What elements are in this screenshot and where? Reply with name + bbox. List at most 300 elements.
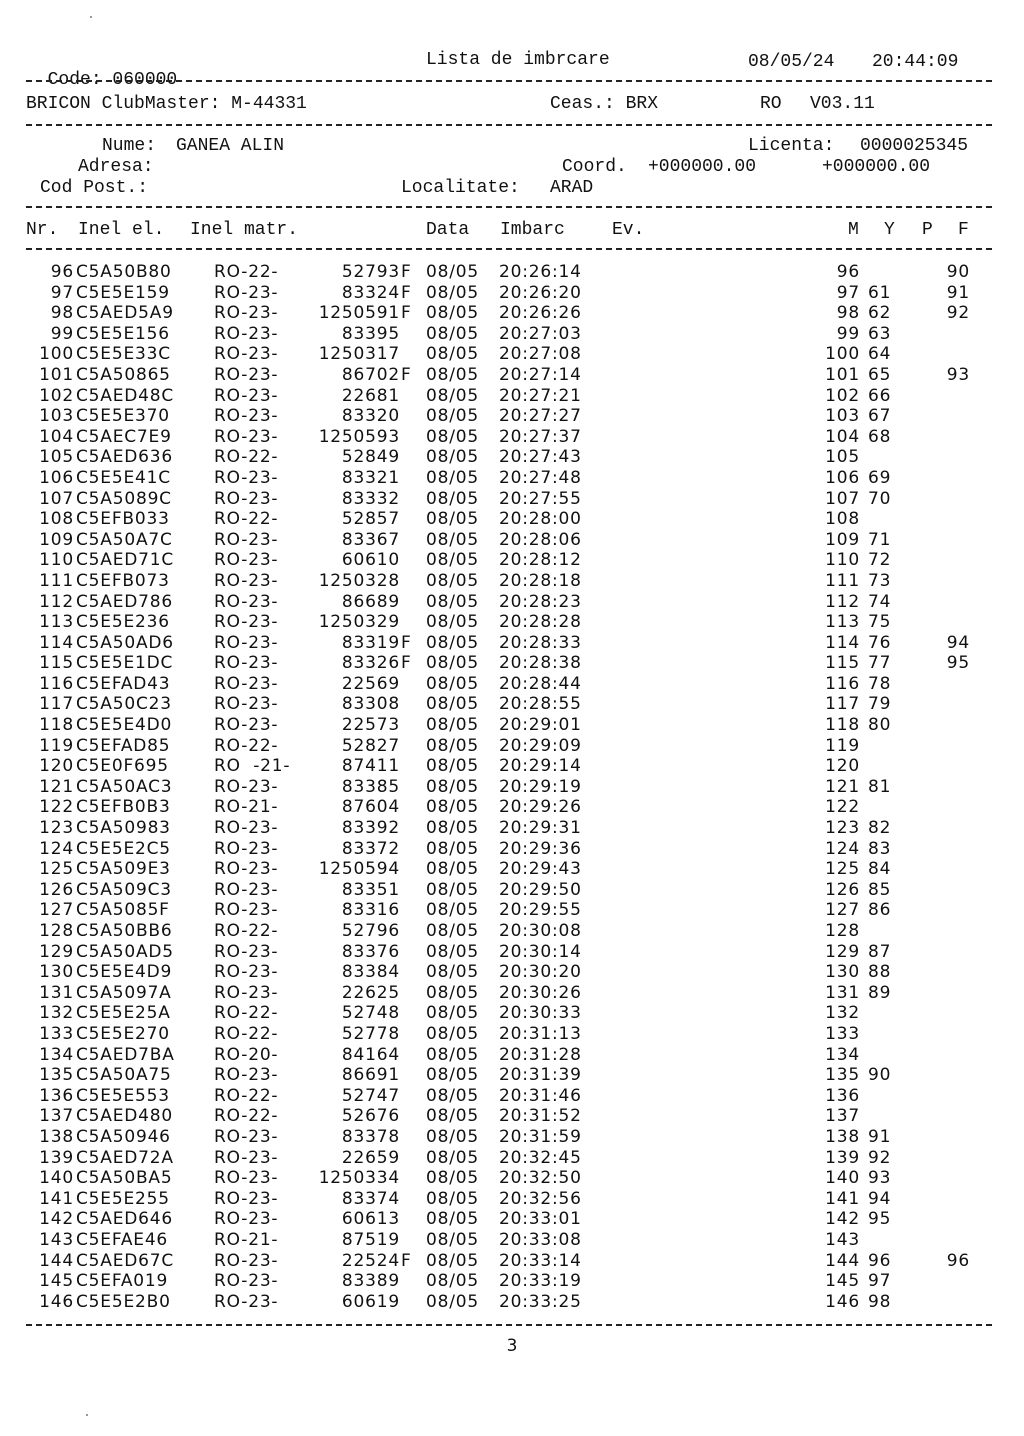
row-number: 126	[39, 879, 74, 900]
rank-m: 101	[825, 364, 860, 385]
arrival-date: 08/05	[426, 406, 479, 427]
row-number: 121	[39, 776, 74, 797]
row-number: 119	[39, 735, 74, 756]
arrival-time: 20:28:33	[499, 632, 582, 653]
ring-number: 1250594	[318, 859, 400, 880]
ring-prefix: RO-23-	[214, 818, 279, 839]
ring-number: 86691	[341, 1065, 400, 1086]
electronic-ring: C5A5097A	[76, 982, 172, 1003]
ring-prefix: RO-22-	[214, 1106, 279, 1127]
arrival-date: 08/05	[426, 509, 479, 530]
electronic-ring: C5A50865	[76, 364, 171, 385]
table-row	[0, 447, 1024, 468]
row-number: 115	[39, 653, 74, 674]
table-row	[0, 1168, 1024, 1189]
report-time: 20:44:09	[872, 52, 959, 72]
electronic-ring: C5E5E270	[76, 1023, 170, 1044]
ring-prefix: RO-23-	[214, 1126, 279, 1147]
table-row	[0, 386, 1024, 407]
rank-y: 80	[868, 715, 892, 736]
row-number: 117	[39, 694, 74, 715]
rank-y: 87	[868, 941, 892, 962]
rank-m: 126	[825, 879, 860, 900]
row-number: 108	[39, 509, 74, 530]
ring-number: 1250317	[318, 344, 400, 365]
arrival-time: 20:30:08	[499, 921, 582, 941]
rank-m: 102	[825, 385, 860, 406]
electronic-ring: C5EFAE46	[76, 1229, 169, 1250]
header-line-1	[26, 50, 177, 90]
row-number: 122	[39, 797, 74, 818]
rank-y: 85	[868, 879, 892, 900]
ring-prefix: RO-23-	[214, 385, 279, 406]
ceas-label: Ceas.: BRX	[550, 94, 659, 114]
rank-y: 68	[868, 426, 892, 447]
rank-y: 95	[868, 1209, 892, 1230]
electronic-ring: C5E5E2B0	[76, 1291, 171, 1312]
arrival-date: 08/05	[426, 1291, 479, 1312]
table-row	[0, 1086, 1024, 1107]
divider	[26, 1324, 992, 1326]
female-flag: F	[401, 262, 412, 282]
arrival-time: 20:33:08	[499, 1229, 582, 1250]
table-row	[0, 633, 1024, 654]
electronic-ring: C5A50B80	[76, 262, 172, 282]
arrival-time: 20:29:14	[499, 756, 582, 777]
row-number: 106	[39, 467, 74, 488]
electronic-ring: C5E0F695	[76, 756, 169, 777]
electronic-ring: C5A5089C	[76, 488, 172, 509]
electronic-ring: C5E5E41C	[76, 467, 171, 488]
electronic-ring: C5E5E1DC	[76, 653, 174, 674]
country-code: RO	[760, 94, 782, 114]
ring-prefix: RO-23-	[214, 591, 279, 612]
row-number: 138	[39, 1126, 74, 1147]
rank-m: 122	[825, 797, 860, 818]
row-number: 96	[50, 262, 74, 282]
row-number: 137	[39, 1106, 74, 1127]
rank-y: 66	[868, 385, 892, 406]
rank-m: 109	[825, 529, 860, 550]
ring-prefix: RO-23-	[214, 467, 279, 488]
arrival-time: 20:29:50	[499, 879, 582, 900]
rank-m: 119	[825, 735, 860, 756]
table-row	[0, 406, 1024, 427]
ring-prefix: RO-21-	[214, 1229, 279, 1250]
arrival-time: 20:28:55	[499, 694, 582, 715]
arrival-time: 20:28:38	[499, 653, 582, 674]
female-flag: F	[401, 632, 412, 653]
electronic-ring: C5AED480	[76, 1106, 173, 1127]
ring-number: 52849	[341, 447, 400, 468]
document-title: Lista de imbrcare	[426, 50, 610, 70]
arrival-date: 08/05	[426, 385, 479, 406]
arrival-time: 20:28:28	[499, 612, 582, 633]
arrival-time: 20:30:20	[499, 962, 582, 983]
electronic-ring: C5A50C23	[76, 694, 172, 715]
rank-m: 118	[825, 715, 860, 736]
table-row	[0, 1271, 1024, 1292]
ring-number: 1250334	[318, 1168, 400, 1189]
adresa-label: Adresa:	[78, 157, 154, 177]
rank-m: 138	[825, 1126, 860, 1147]
localitate-label: Localitate:	[401, 178, 520, 198]
arrival-date: 08/05	[426, 591, 479, 612]
ring-number: 52778	[341, 1023, 400, 1044]
table-row	[0, 262, 1024, 283]
ring-number: 1250329	[318, 612, 400, 633]
row-number: 128	[39, 921, 74, 941]
row-number: 142	[39, 1209, 74, 1230]
electronic-ring: C5EFAD43	[76, 673, 171, 694]
rank-y: 98	[868, 1291, 892, 1312]
arrival-date: 08/05	[426, 653, 479, 674]
arrival-date: 08/05	[426, 818, 479, 839]
arrival-time: 20:30:26	[499, 982, 582, 1003]
col-ev: Ev.	[612, 220, 645, 240]
rank-y: 69	[868, 467, 892, 488]
rank-y: 67	[868, 406, 892, 427]
table-row	[0, 1148, 1024, 1169]
row-number: 133	[39, 1023, 74, 1044]
electronic-ring: C5AED7BA	[76, 1044, 175, 1065]
rank-m: 103	[825, 406, 860, 427]
arrival-time: 20:28:44	[499, 673, 582, 694]
electronic-ring: C5E5E156	[76, 323, 170, 344]
ring-number: 83308	[341, 694, 400, 715]
ring-number: 1250591	[318, 303, 400, 324]
arrival-date: 08/05	[426, 364, 479, 385]
ring-prefix: RO-23-	[214, 303, 279, 324]
table-row	[0, 303, 1024, 324]
ring-prefix: RO-23-	[214, 879, 279, 900]
electronic-ring: C5A50AC3	[76, 776, 173, 797]
ring-number: 83376	[341, 941, 400, 962]
arrival-date: 08/05	[426, 1147, 479, 1168]
ring-prefix: RO-23-	[214, 1147, 279, 1168]
rank-y: 71	[868, 529, 892, 550]
arrival-date: 08/05	[426, 303, 479, 324]
row-number: 145	[39, 1271, 74, 1292]
arrival-time: 20:29:43	[499, 859, 582, 880]
ring-prefix: RO-23-	[214, 859, 279, 880]
row-number: 136	[39, 1085, 74, 1106]
arrival-time: 20:31:13	[499, 1023, 582, 1044]
arrival-date: 08/05	[426, 859, 479, 880]
rank-m: 121	[825, 776, 860, 797]
rank-m: 111	[825, 570, 860, 591]
arrival-time: 20:27:27	[499, 406, 582, 427]
rank-m: 139	[825, 1147, 860, 1168]
ring-number: 83385	[341, 776, 400, 797]
ring-number: 83316	[341, 900, 400, 921]
rank-m: 112	[825, 591, 860, 612]
table-row	[0, 1292, 1024, 1313]
arrival-time: 20:29:55	[499, 900, 582, 921]
ring-number: 52676	[341, 1106, 400, 1127]
arrival-time: 20:29:09	[499, 735, 582, 756]
table-row	[0, 921, 1024, 942]
col-inel-el: Inel el.	[78, 220, 165, 240]
arrival-time: 20:26:14	[499, 262, 582, 282]
rank-m: 129	[825, 941, 860, 962]
arrival-time: 20:32:45	[499, 1147, 582, 1168]
row-number: 98	[50, 303, 74, 324]
row-number: 123	[39, 818, 74, 839]
rank-m: 110	[825, 550, 860, 571]
arrival-date: 08/05	[426, 1085, 479, 1106]
ring-number: 83389	[341, 1271, 400, 1292]
table-row	[0, 694, 1024, 715]
rank-m: 123	[825, 818, 860, 839]
rank-m: 136	[825, 1085, 860, 1106]
table-row	[0, 1065, 1024, 1086]
arrival-date: 08/05	[426, 447, 479, 468]
ring-prefix: RO-23-	[214, 694, 279, 715]
row-number: 141	[39, 1188, 74, 1209]
electronic-ring: C5E5E4D0	[76, 715, 173, 736]
arrival-time: 20:27:37	[499, 426, 582, 447]
table-row	[0, 550, 1024, 571]
row-number: 104	[39, 426, 74, 447]
arrival-date: 08/05	[426, 282, 479, 303]
table-row	[0, 715, 1024, 736]
rank-m: 130	[825, 962, 860, 983]
row-number: 113	[39, 612, 74, 633]
arrival-date: 08/05	[426, 776, 479, 797]
ring-prefix: RO-23-	[214, 570, 279, 591]
row-number: 118	[39, 715, 74, 736]
report-date: 08/05/24	[748, 52, 835, 72]
arrival-time: 20:27:14	[499, 364, 582, 385]
coord-y: +000000.00	[822, 157, 931, 177]
ring-number: 83321	[341, 467, 400, 488]
rank-y: 65	[868, 364, 892, 385]
rank-m: 134	[825, 1044, 860, 1065]
row-number: 105	[39, 447, 74, 468]
arrival-time: 20:31:28	[499, 1044, 582, 1065]
arrival-date: 08/05	[426, 529, 479, 550]
electronic-ring: C5A509E3	[76, 859, 171, 880]
col-p: P	[922, 220, 933, 240]
arrival-date: 08/05	[426, 467, 479, 488]
table-row	[0, 612, 1024, 633]
arrival-date: 08/05	[426, 941, 479, 962]
rank-m: 145	[825, 1271, 860, 1292]
electronic-ring: C5E5E370	[76, 406, 170, 427]
table-row	[0, 509, 1024, 530]
col-inel-matr: Inel matr.	[190, 220, 299, 240]
version: V03.11	[810, 94, 875, 114]
row-number: 144	[39, 1250, 74, 1271]
electronic-ring: C5AED67C	[76, 1250, 175, 1271]
row-number: 139	[39, 1147, 74, 1168]
electronic-ring: C5A50A7C	[76, 529, 173, 550]
row-number: 109	[39, 529, 74, 550]
row-number: 131	[39, 982, 74, 1003]
arrival-date: 08/05	[426, 1023, 479, 1044]
row-number: 127	[39, 900, 74, 921]
electronic-ring: C5A50BB6	[76, 921, 173, 941]
arrival-time: 20:27:03	[499, 323, 582, 344]
arrival-date: 08/05	[426, 1126, 479, 1147]
ring-prefix: RO-23-	[214, 488, 279, 509]
rank-y: 86	[868, 900, 892, 921]
table-row	[0, 797, 1024, 818]
table-row	[0, 283, 1024, 304]
rank-y: 72	[868, 550, 892, 571]
licenta-label: Licenta:	[748, 136, 835, 156]
rank-m: 97	[836, 282, 860, 303]
table-row	[0, 592, 1024, 613]
rank-m: 116	[825, 673, 860, 694]
table-row	[0, 962, 1024, 983]
ring-prefix: RO-22-	[214, 447, 279, 468]
rank-m: 132	[825, 1003, 860, 1024]
rank-m: 131	[825, 982, 860, 1003]
ring-prefix: RO-23-	[214, 941, 279, 962]
ring-number: 83372	[341, 838, 400, 859]
rank-y: 61	[868, 282, 892, 303]
row-number: 107	[39, 488, 74, 509]
row-number: 97	[50, 282, 74, 303]
row-number: 129	[39, 941, 74, 962]
ring-prefix: RO-23-	[214, 1188, 279, 1209]
row-number: 111	[39, 570, 74, 591]
arrival-time: 20:27:48	[499, 467, 582, 488]
table-row	[0, 324, 1024, 345]
rank-y: 78	[868, 673, 892, 694]
arrival-time: 20:29:26	[499, 797, 582, 818]
table-row	[0, 1189, 1024, 1210]
table-row	[0, 1106, 1024, 1127]
arrival-time: 20:32:56	[499, 1188, 582, 1209]
arrival-time: 20:28:23	[499, 591, 582, 612]
arrival-date: 08/05	[426, 982, 479, 1003]
table-row	[0, 839, 1024, 860]
electronic-ring: C5AED71C	[76, 550, 175, 571]
arrival-time: 20:31:46	[499, 1085, 582, 1106]
rank-m: 140	[825, 1168, 860, 1189]
table-row	[0, 1045, 1024, 1066]
page-number: 3	[506, 1336, 518, 1356]
ring-prefix: RO-23-	[214, 1065, 279, 1086]
electronic-ring: C5E5E553	[76, 1085, 170, 1106]
ring-prefix: RO-23-	[214, 982, 279, 1003]
table-row	[0, 736, 1024, 757]
ring-prefix: RO-23-	[214, 1168, 279, 1189]
ring-prefix: RO-23-	[214, 426, 279, 447]
rank-m: 106	[825, 467, 860, 488]
rank-y: 77	[868, 653, 892, 674]
ring-prefix: RO-21-	[214, 797, 279, 818]
table-row	[0, 942, 1024, 963]
ring-number: 60613	[341, 1209, 400, 1230]
ring-prefix: RO-22-	[214, 1085, 279, 1106]
arrival-time: 20:29:01	[499, 715, 582, 736]
arrival-date: 08/05	[426, 838, 479, 859]
ring-prefix: RO-23-	[214, 323, 279, 344]
rank-y: 91	[868, 1126, 892, 1147]
rank-m: 99	[836, 323, 860, 344]
arrival-time: 20:29:36	[499, 838, 582, 859]
electronic-ring: C5AED636	[76, 447, 173, 468]
arrival-time: 20:29:31	[499, 818, 582, 839]
electronic-ring: C5AEC7E9	[76, 426, 172, 447]
arrival-date: 08/05	[426, 879, 479, 900]
ring-prefix: RO-23-	[214, 406, 279, 427]
ring-prefix: RO-23-	[214, 1250, 279, 1271]
col-imbarc: Imbarc	[500, 220, 565, 240]
row-number: 132	[39, 1003, 74, 1024]
female-flag: F	[401, 653, 412, 674]
rank-f: 90	[946, 262, 970, 282]
ring-number: 60610	[341, 550, 400, 571]
rank-m: 127	[825, 900, 860, 921]
ring-number: 83378	[341, 1126, 400, 1147]
electronic-ring: C5A50946	[76, 1126, 171, 1147]
rank-y: 63	[868, 323, 892, 344]
arrival-time: 20:27:08	[499, 344, 582, 365]
ring-prefix: RO-23-	[214, 1209, 279, 1230]
ring-number: 52796	[341, 921, 400, 941]
rank-m: 135	[825, 1065, 860, 1086]
row-number: 130	[39, 962, 74, 983]
rank-m: 144	[825, 1250, 860, 1271]
ring-prefix: RO-23-	[214, 962, 279, 983]
arrival-table	[0, 262, 1024, 1312]
electronic-ring: C5AED646	[76, 1209, 173, 1230]
ring-prefix: RO-22-	[214, 1003, 279, 1024]
table-row	[0, 365, 1024, 386]
table-row	[0, 571, 1024, 592]
ring-prefix: RO -21-	[214, 756, 291, 777]
arrival-time: 20:33:25	[499, 1291, 582, 1312]
row-number: 146	[39, 1291, 74, 1312]
ring-prefix: RO-23-	[214, 838, 279, 859]
divider	[26, 80, 992, 82]
rank-y: 82	[868, 818, 892, 839]
arrival-time: 20:28:18	[499, 570, 582, 591]
rank-m: 98	[836, 303, 860, 324]
ring-prefix: RO-22-	[214, 921, 279, 941]
arrival-time: 20:30:33	[499, 1003, 582, 1024]
rank-m: 96	[836, 262, 860, 282]
ring-number: 83324	[341, 282, 400, 303]
arrival-time: 20:33:19	[499, 1271, 582, 1292]
arrival-date: 08/05	[426, 323, 479, 344]
arrival-time: 20:33:14	[499, 1250, 582, 1271]
ring-number: 22573	[341, 715, 400, 736]
nume-label: Nume:	[102, 136, 157, 156]
rank-m: 137	[825, 1106, 860, 1127]
arrival-date: 08/05	[426, 1065, 479, 1086]
electronic-ring: C5EFAD85	[76, 735, 171, 756]
ring-prefix: RO-23-	[214, 282, 279, 303]
ring-number: 83392	[341, 818, 400, 839]
arrival-time: 20:31:39	[499, 1065, 582, 1086]
ring-number: 52827	[341, 735, 400, 756]
ring-number: 22659	[341, 1147, 400, 1168]
ring-number: 86689	[341, 591, 400, 612]
table-row	[0, 427, 1024, 448]
ring-number: 83395	[341, 323, 400, 344]
rank-m: 100	[825, 344, 860, 365]
arrival-time: 20:26:20	[499, 282, 582, 303]
arrival-date: 08/05	[426, 694, 479, 715]
rank-y: 75	[868, 612, 892, 633]
arrival-date: 08/05	[426, 632, 479, 653]
